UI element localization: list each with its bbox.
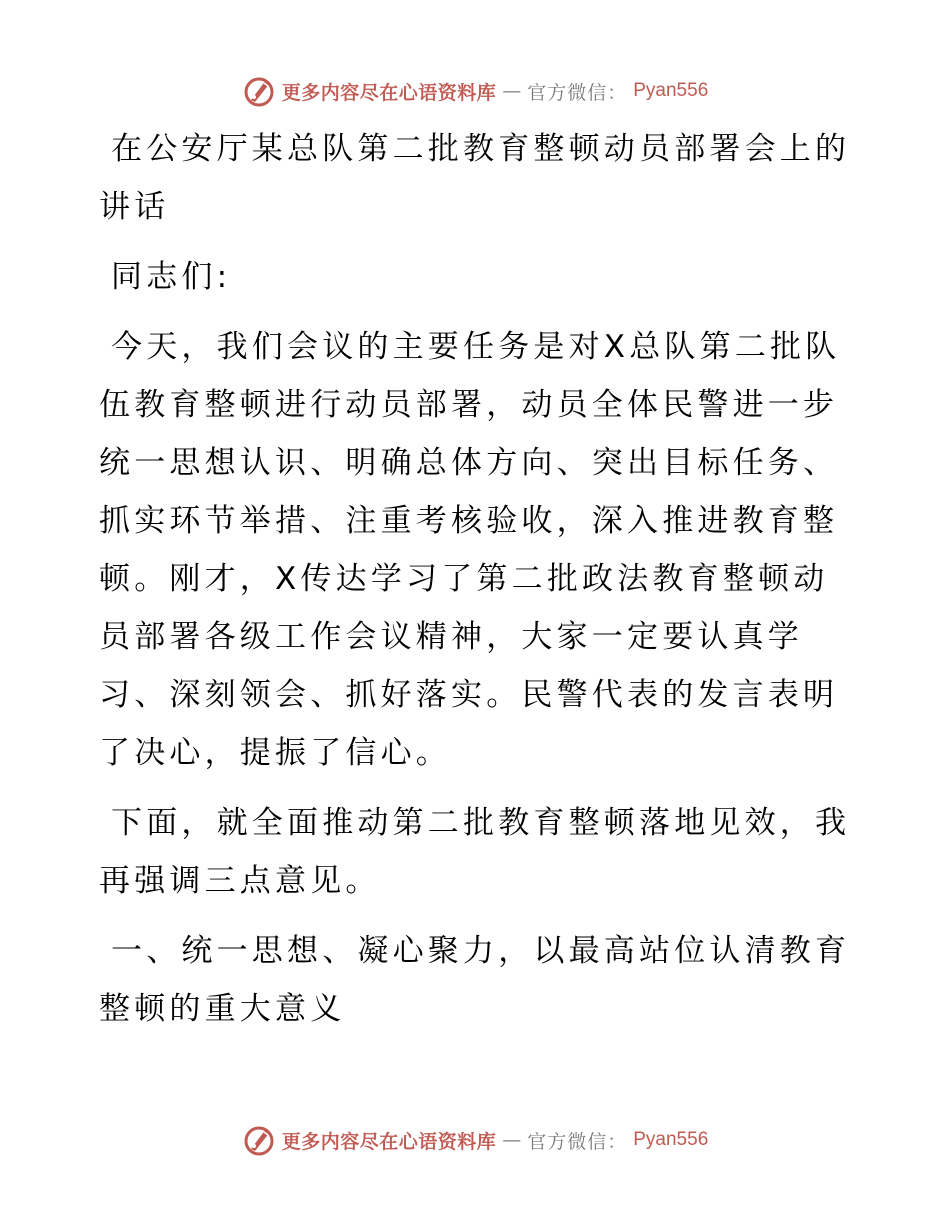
header-banner <box>0 71 950 111</box>
header-contact-label: 官方微信： <box>527 81 628 104</box>
quill-pen-icon <box>242 74 276 108</box>
document-title: 在公安厅某总队第二批教育整顿动员部署会上的讲话 <box>99 131 851 225</box>
body-paragraph: 今天，我们会议的主要任务是对X总队第二批队伍教育整顿进行动员部署，动员全体民警进一步统一思想认识、明确总体方向、突出目标任务、抓实环节举措、注重考核验收，深入推进教育整顿。刚才，X传达学习了第二批政法教育整顿动员部署各级工作会议精神，大家一定要认真学习、深刻领会、抓好落实。民警代表的发言表明了决心，提振了信心。 <box>99 329 841 771</box>
header-separator: — <box>502 80 522 102</box>
section-heading: 一、统一思想、凝心聚力，以最高站位认清教育整顿的重大意义 <box>99 933 851 1027</box>
salutation: 同志们: <box>111 259 232 295</box>
header-brand: 更多内容尽在心语资料库 <box>281 81 497 104</box>
footer-contact-label: 官方微信： <box>527 1130 628 1153</box>
footer-contact-id: Pyan556 <box>633 1129 709 1150</box>
footer-banner <box>0 1120 950 1160</box>
body-paragraph: 下面，就全面推动第二批教育整顿落地见效，我再强调三点意见。 <box>99 805 851 899</box>
footer-brand: 更多内容尽在心语资料库 <box>281 1130 497 1153</box>
header-contact-id: Pyan556 <box>633 80 709 101</box>
footer-separator: — <box>502 1129 522 1151</box>
quill-pen-icon <box>242 1123 276 1157</box>
document-body <box>99 120 859 1038</box>
